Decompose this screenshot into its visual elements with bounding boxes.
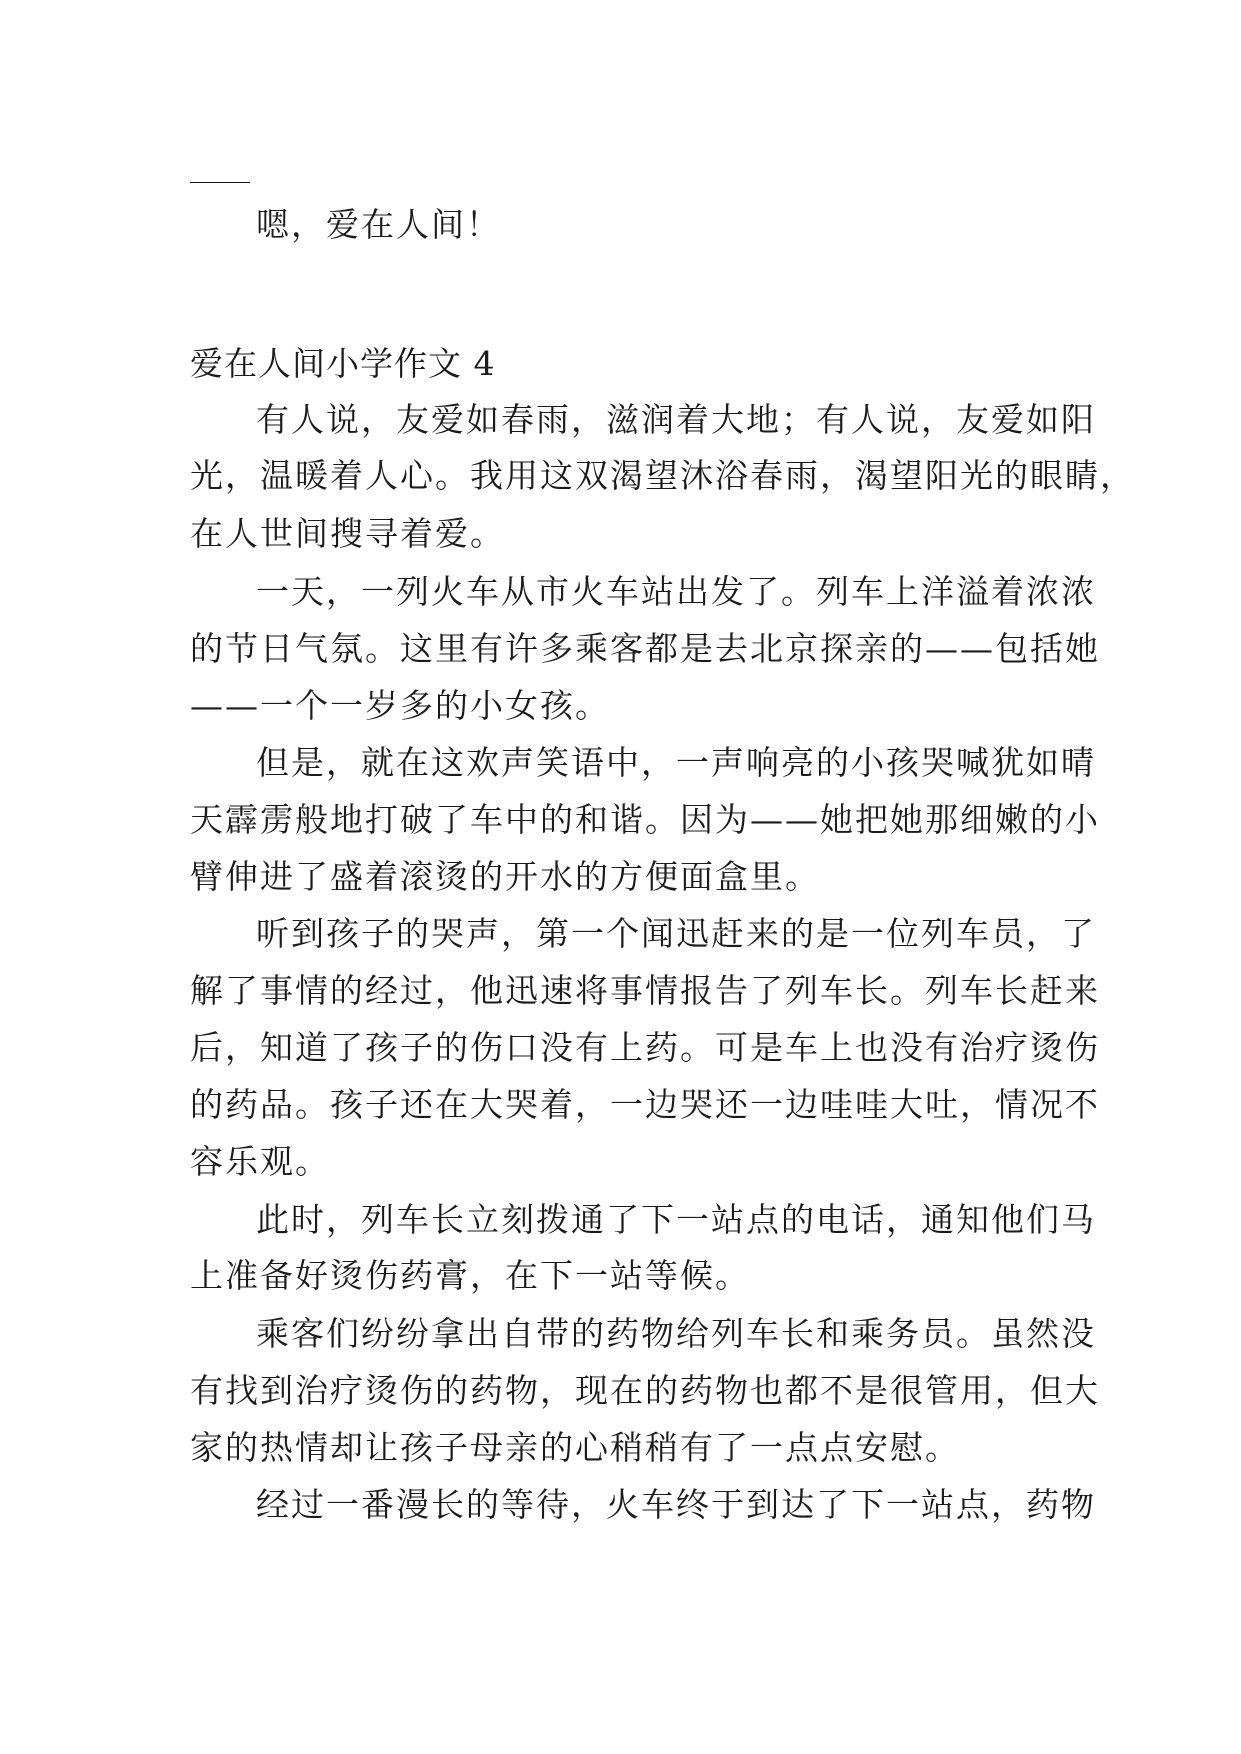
paragraph-line: 的药品。孩子还在大哭着，一边哭还一边哇哇大吐，情况不 [190,1085,1100,1124]
paragraph-line: 此时，列车长立刻拨通了下一站点的电话，通知他们马 [256,1200,1096,1239]
closing-line: 嗯，爱在人间！ [256,205,501,244]
paragraph-line: 后，知道了孩子的伤口没有上药。可是车上也没有治疗烫伤 [190,1028,1100,1067]
paragraph-line: 乘客们纷纷拿出自带的药物给列车长和乘务员。虽然没 [256,1314,1096,1353]
paragraph-line: 解了事情的经过，他迅速将事情报告了列车长。列车长赶来 [190,971,1100,1010]
paragraph-line: 听到孩子的哭声，第一个闻迅赶来的是一位列车员，了 [256,914,1096,953]
paragraph-line: 上准备好烫伤药膏，在下一站等候。 [190,1256,750,1295]
dash-fragment [190,182,250,183]
paragraph-line: 家的热情却让孩子母亲的心稍稍有了一点点安慰。 [190,1428,960,1467]
paragraph-line: 光，温暖着人心。我用这双渴望沐浴春雨，渴望阳光的眼睛， [190,456,1135,495]
paragraph-line: 容乐观。 [190,1142,330,1181]
paragraph-line: 有人说，友爱如春雨，滋润着大地；有人说，友爱如阳 [256,400,1096,439]
paragraph-line: 经过一番漫长的等待，火车终于到达了下一站点，药物 [256,1485,1096,1524]
paragraph-line: 有找到治疗烫伤的药物，现在的药物也都不是很管用，但大 [190,1371,1100,1410]
paragraph-line: 但是，就在这欢声笑语中，一声响亮的小孩哭喊犹如晴 [256,743,1096,782]
paragraph-line: 在人世间搜寻着爱。 [190,514,505,553]
paragraph-line: 臂伸进了盛着滚烫的开水的方便面盒里。 [190,857,820,896]
paragraph-line: 一天，一列火车从市火车站出发了。列车上洋溢着浓浓 [256,572,1096,611]
section-title: 爱在人间小学作文 4 [190,344,496,383]
paragraph-line: 的节日气氛。这里有许多乘客都是去北京探亲的——包括她 [190,629,1100,668]
paragraph-line: 天霹雳般地打破了车中的和谐。因为——她把她那细嫩的小 [190,800,1100,839]
paragraph-line: ——一个一岁多的小女孩。 [190,686,610,725]
